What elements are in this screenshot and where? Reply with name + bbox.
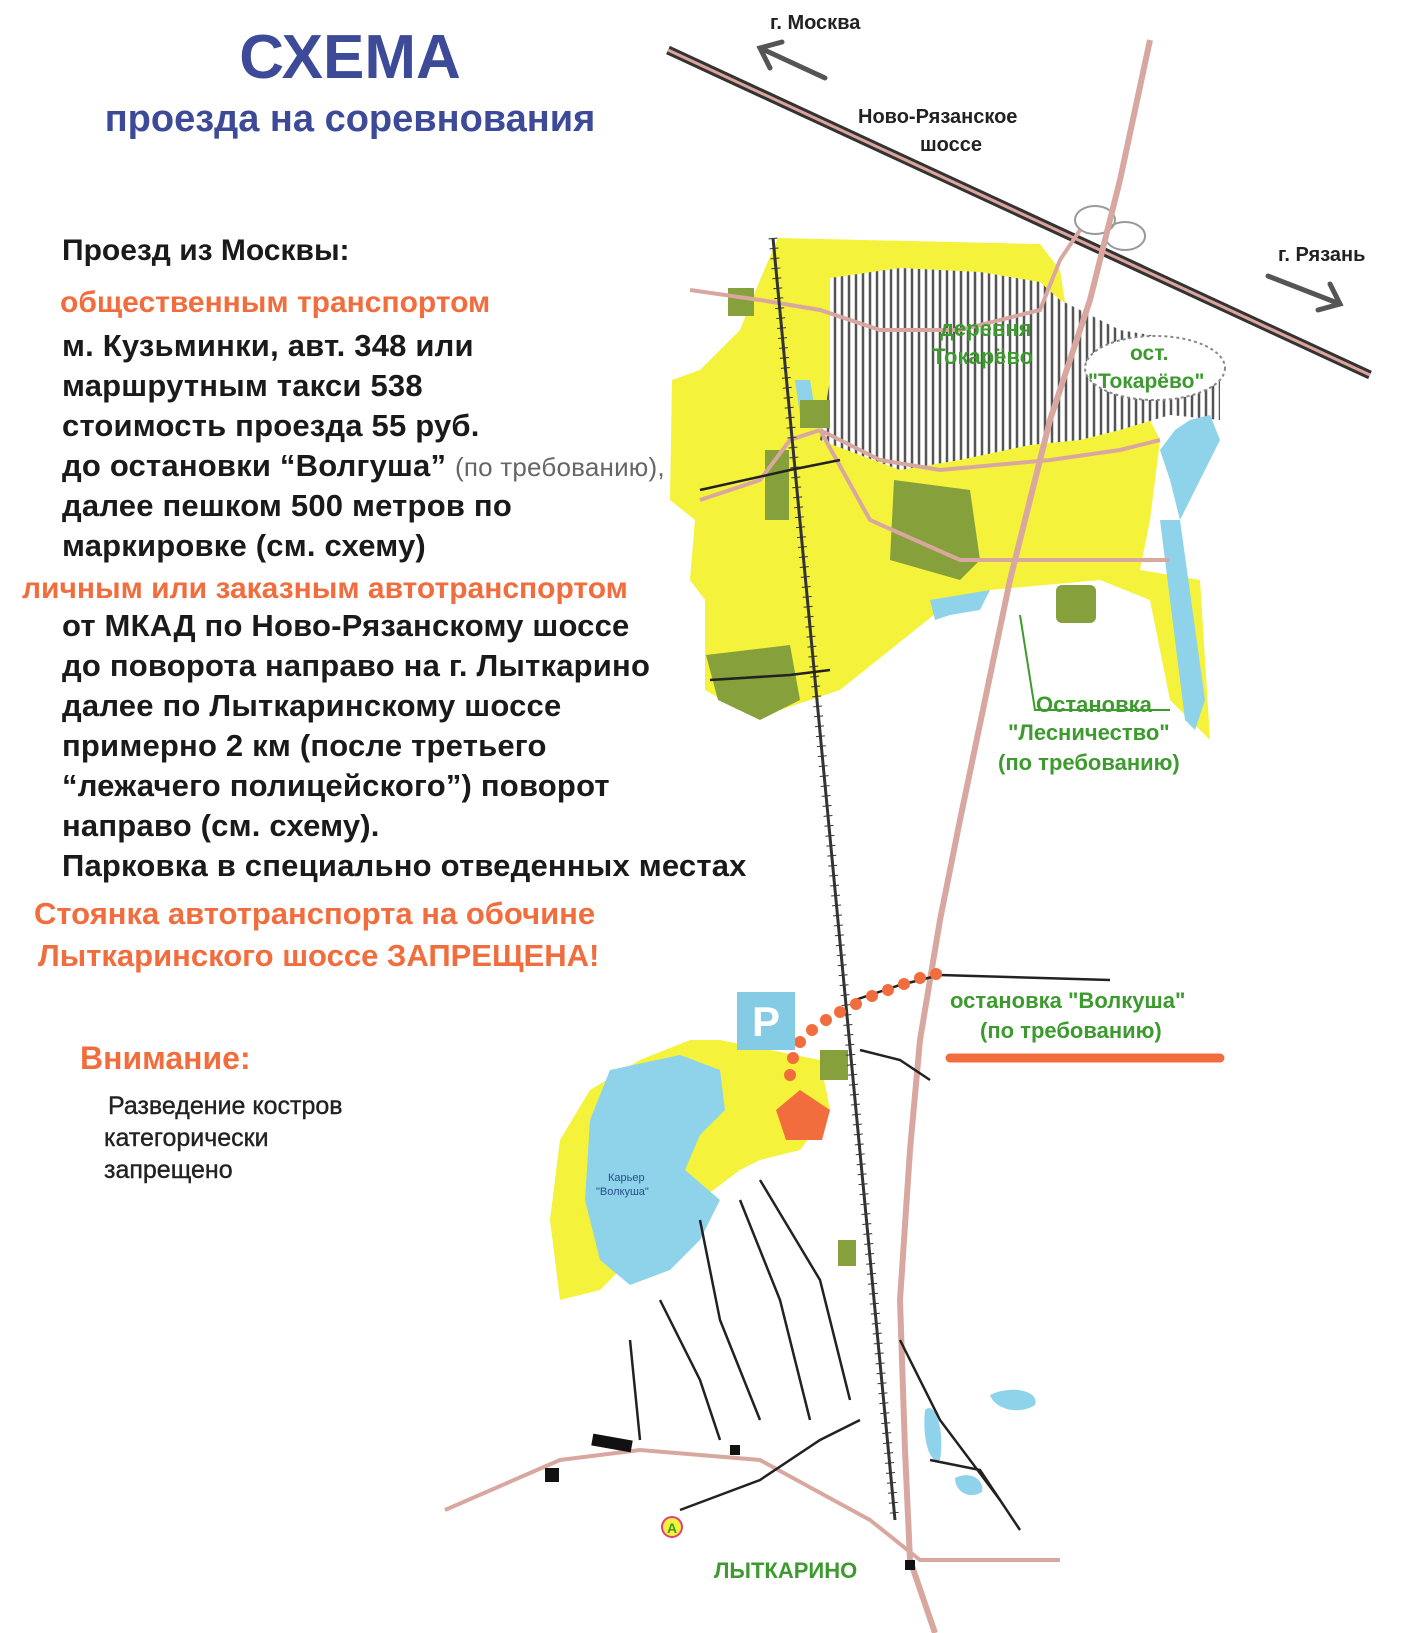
bus-station-letter: А: [666, 1520, 678, 1536]
label-village-2: Токарёво: [932, 344, 1034, 369]
label-forest-stop-1: Остановка: [1036, 692, 1152, 717]
building: [591, 1434, 632, 1453]
patch-8: [820, 1050, 848, 1080]
label-city: ЛЫТКАРИНО: [714, 1558, 858, 1583]
route-dot: [787, 1052, 799, 1064]
label-tokarevo-stop-1: ост.: [1130, 342, 1169, 365]
public-line-stop: [62, 446, 665, 487]
directions-heading: Проезд из Москвы:: [62, 234, 350, 267]
stop-line-main: до остановки “Волгуша”: [62, 448, 447, 483]
route-dot: [882, 984, 894, 996]
car-heading: личным или заказным автотранспортом: [22, 572, 628, 605]
building: [545, 1468, 559, 1482]
public-line-3: стоимость проезда 55 руб.: [62, 408, 480, 443]
car-line-2: до поворота направо на г. Лыткарино: [62, 648, 651, 683]
building: [730, 1445, 740, 1455]
label-highway-2: шоссе: [920, 134, 982, 156]
label-forest-stop-2: "Лесничество": [1008, 720, 1170, 745]
car-line-7: Парковка в специально отведенных местах: [62, 848, 747, 883]
car-line-5: “лежачего полицейского”) поворот: [62, 768, 610, 803]
patch-5: [706, 645, 800, 720]
label-ryazan: г. Рязань: [1278, 244, 1366, 266]
route-dot: [930, 968, 942, 980]
car-line-4: примерно 2 км (после третьего: [62, 728, 547, 763]
label-tokarevo-stop-2: "Токарёво": [1088, 370, 1205, 393]
patch-6: [800, 400, 830, 428]
public-line-4: далее пешком 500 метров по: [62, 488, 512, 523]
moscow-arrow: [760, 42, 825, 78]
pond-south-1: [990, 1390, 1036, 1410]
patch-1: [728, 288, 754, 316]
warning-line-1: Стоянка автотранспорта на обочине: [34, 896, 596, 931]
route-dot: [794, 1036, 806, 1048]
attention-line-3: запрещено: [104, 1156, 233, 1184]
car-line-1: от МКАД по Ново-Рязанскому шоссе: [62, 608, 630, 643]
attention-line-2: категорически: [104, 1124, 269, 1152]
page-title: СХЕМА: [239, 23, 461, 92]
label-moscow: г. Москва: [770, 12, 861, 34]
patch-4: [1056, 585, 1096, 623]
label-volkusha-stop-2: (по требованию): [980, 1018, 1162, 1043]
building: [905, 1560, 915, 1570]
public-line-1: м. Кузьминки, авт. 348 или: [62, 328, 474, 363]
route-dot: [898, 978, 910, 990]
public-line-2: маршрутным такси 538: [62, 368, 423, 403]
route-dot: [806, 1024, 818, 1036]
stop-line-note: (по требованию),: [455, 452, 665, 482]
parking-letter: P: [751, 998, 781, 1045]
route-dot: [784, 1069, 796, 1081]
label-forest-stop-3: (по требованию): [998, 750, 1180, 775]
warning-line-2: Лыткаринского шоссе ЗАПРЕЩЕНА!: [38, 938, 600, 973]
label-village-1: деревня: [940, 316, 1032, 341]
route-dot: [820, 1014, 832, 1026]
label-highway-1: Ново-Рязанское: [858, 106, 1018, 128]
label-quarry-2: "Волкуша": [596, 1186, 649, 1198]
attention-line-1: Разведение костров: [108, 1092, 343, 1120]
attention-heading: Внимание:: [80, 1040, 251, 1076]
car-line-6: направо (см. схему).: [62, 808, 380, 843]
page-subtitle: проезда на соревнования: [104, 98, 596, 140]
public-line-5: маркировке (см. схему): [62, 528, 426, 563]
label-quarry-1: Карьер: [608, 1172, 645, 1184]
public-transport-heading: общественным транспортом: [60, 286, 491, 319]
pond-south-3: [955, 1475, 982, 1495]
car-line-3: далее по Лыткаринскому шоссе: [62, 688, 562, 723]
route-dot: [866, 990, 878, 1002]
route-dot: [850, 998, 862, 1010]
lake-north: [1160, 415, 1220, 520]
patch-7: [838, 1240, 856, 1266]
route-dot: [834, 1006, 846, 1018]
ryazan-arrow: [1268, 276, 1340, 310]
label-volkusha-stop-1: остановка "Волкуша": [950, 988, 1186, 1013]
route-dot: [914, 972, 926, 984]
